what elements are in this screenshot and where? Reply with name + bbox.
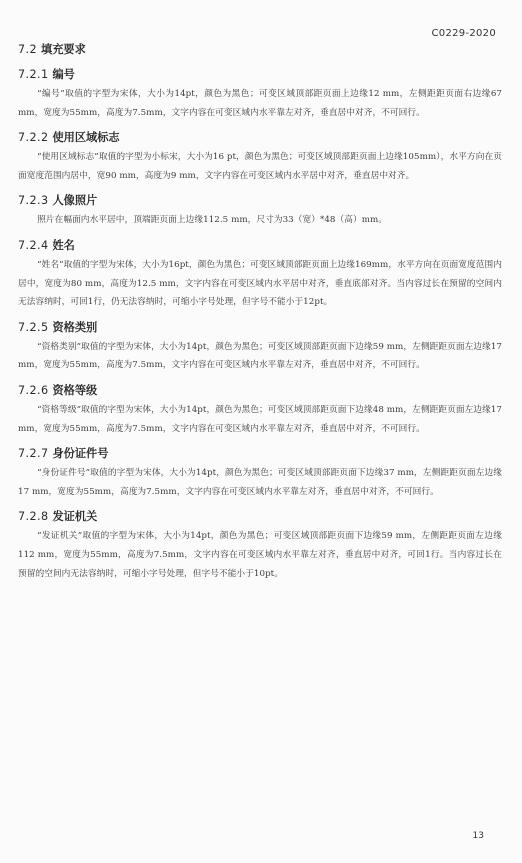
section-title: 发证机关: [52, 510, 98, 524]
page-number: 13: [472, 831, 484, 841]
section-paragraph: 照片在幅面内水平居中，顶端距页面上边缘112.5 mm，尺寸为33（宽）*48（高）mm。: [37, 215, 388, 226]
section-paragraph: “身份证件号”取值的字型为宋体，大小为14pt，颜色为黑色；可变区域顶部距页面下边缘37 mm，左侧距距页面左边缘17 mm，宽度为55mm，高度为7.5mm，文字内容在可变区域内水平靠左对齐，垂直居中对齐，不可回行。: [18, 468, 502, 497]
section-title: 人像照片: [52, 194, 98, 208]
section-number: 7.2.8: [18, 510, 49, 524]
section-title: 姓名: [52, 238, 75, 252]
section-paragraph: “使用区域标志”取值的字型为小标宋，大小为16 pt，颜色为黑色；可变区域顶部距页面上边缘105mm），水平方向在页面宽度范围内居中，宽90 mm，高度为9 mm，文字内容在可变区域内水平居中对齐，垂直居中对齐。: [18, 152, 502, 181]
section-paragraph: “发证机关”取值的字型为宋体，大小为14pt，颜色为黑色；可变区域顶部距页面下边缘59 mm，左侧距距页面左边缘112 mm，宽度为55mm，高度为7.5mm，文字内容在可变区域内水平靠左对齐，垂直居中对齐，可回1行。当内容过长在预留的空间内无法容纳时，可缩小字号处理，但字号不能小于10pt。: [18, 531, 502, 579]
section-number: 7.2.5: [18, 320, 49, 334]
section-title: 身份证件号: [52, 447, 109, 461]
section-heading: [18, 65, 502, 85]
section-number: 7.2.6: [18, 383, 49, 397]
section-heading: [18, 236, 502, 256]
section-title: 资格等级: [52, 383, 98, 397]
section-heading: [18, 318, 502, 338]
section-heading: [18, 191, 502, 211]
section-heading: [18, 444, 502, 464]
section-number: 7.2.7: [18, 447, 49, 461]
section-title: 填充要求: [41, 43, 86, 56]
section-heading: [18, 507, 502, 527]
section-paragraph: “姓名”取值的字型为宋体，大小为16pt，颜色为黑色；可变区域顶部距页面上边缘169mm，水平方向在页面宽度范围内居中，宽度为80 mm，高度为12.5 mm，文字内容在可变区域内水平居中对齐，垂直底部对齐。当内容过长在预留的空间内无法容纳时，可回1行，仍无法容纳时，可缩小字号处理，但字号不能小于12pt。: [18, 259, 502, 308]
section-number: 7.2.3: [18, 194, 49, 208]
section-number: 7.2.2: [18, 131, 49, 145]
section-number: 7.2.1: [18, 68, 49, 81]
section-number: 7.2: [18, 43, 37, 56]
section-paragraph: “编号”取值的字型为宋体，大小为14pt，颜色为黑色；可变区域顶部距页面上边缘12 mm，左侧距距页面右边缘67 mm，宽度为55mm，高度为7.5mm，文字内容在可变区域内水平靠左对齐，垂直居中对齐，不可回行。: [18, 89, 502, 118]
section-paragraph: “资格等级”取值的字型为宋体，大小为14pt，颜色为黑色；可变区域顶部距页面下边缘48 mm，左侧距距页面左边缘17 mm，宽度为55mm，高度为7.5mm，文字内容在可变区域内水平靠左对齐，垂直居中对齐，不可回行。: [18, 404, 502, 434]
section-number: 7.2.4: [18, 238, 49, 252]
section-title: 资格类别: [52, 320, 98, 334]
section-heading: [18, 40, 502, 60]
document-body: [18, 40, 502, 583]
section-heading: [18, 381, 502, 401]
document-code: C0229-2020: [431, 28, 496, 39]
section-paragraph: “资格类别”取值的字型为宋体，大小为14pt，颜色为黑色；可变区域顶部距页面下边缘59 mm，左侧距距页面左边缘17 mm，宽度为55mm，高度为7.5mm，文字内容在可变区域内水平靠左对齐，垂直居中对齐，不可回行。: [18, 341, 502, 371]
section-title: 使用区域标志: [52, 131, 120, 145]
section-title: 编号: [52, 68, 75, 81]
section-heading: [18, 128, 502, 148]
